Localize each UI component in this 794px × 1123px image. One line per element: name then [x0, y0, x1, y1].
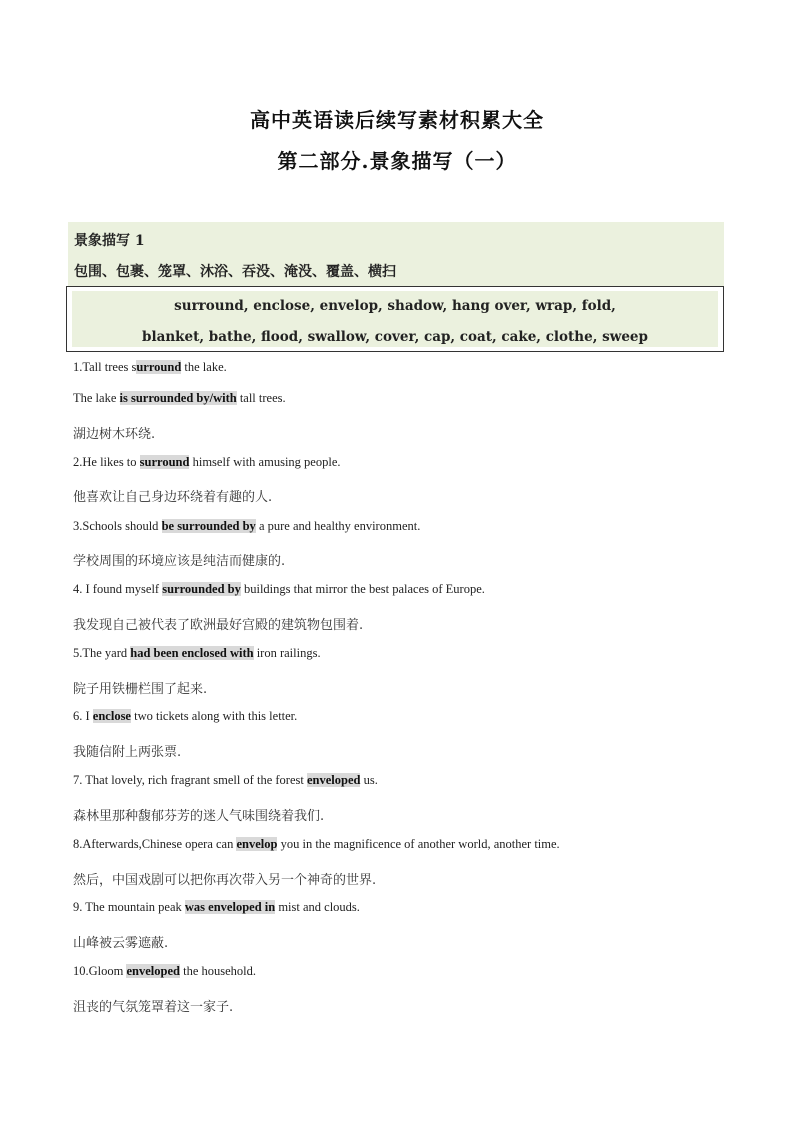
example-line — [73, 837, 560, 852]
section-header-box — [68, 222, 724, 286]
example-line — [73, 709, 297, 724]
line-text: you in the magnificence of another world, another time. — [277, 837, 560, 851]
example-line — [73, 519, 420, 534]
highlight-phrase: surrounded by — [162, 582, 241, 596]
example-line — [73, 455, 341, 470]
highlight-phrase: enclose — [92, 709, 131, 723]
example-line — [73, 391, 286, 406]
highlight-phrase: enveloped — [126, 964, 180, 978]
translation-line: 我发现自己被代表了欧洲最好宫殿的建筑物包围着. — [73, 618, 364, 633]
translation-line: 他喜欢让自己身边环绕着有趣的人. — [73, 490, 273, 505]
translation-line: 湖边树木环绕. — [73, 427, 156, 442]
example-line — [73, 582, 485, 597]
line-text: the lake. — [181, 360, 227, 374]
line-text: 6. I — [73, 709, 93, 723]
example-line — [73, 900, 360, 915]
line-text: 1.Tall trees s — [73, 360, 137, 374]
vocabulary-line-2: blanket, bathe, flood, swallow, cover, cap, coat, cake, clothe, sweep — [142, 329, 648, 345]
line-text: us. — [360, 773, 378, 787]
line-text: the household. — [179, 964, 257, 978]
line-text: mist and clouds. — [275, 900, 360, 914]
line-text: two tickets along with this letter. — [130, 709, 298, 723]
line-text: 5.The yard — [73, 646, 131, 660]
example-line — [73, 773, 378, 788]
line-text: 7. That lovely, rich fragrant smell of the forest — [73, 773, 307, 787]
highlight-phrase: was enveloped in — [184, 900, 276, 914]
highlight-phrase: had been enclosed with — [130, 646, 254, 660]
highlight-phrase: surround — [139, 455, 190, 469]
vocabulary-box — [66, 286, 724, 352]
example-line — [73, 646, 321, 661]
example-line — [73, 964, 256, 979]
line-text: buildings that mirror the best palaces of Europe. — [240, 582, 485, 596]
example-line — [73, 360, 227, 375]
translation-line: 我随信附上两张票. — [73, 745, 182, 760]
translation-line: 然后，中国戏剧可以把你再次带入另一个神奇的世界. — [73, 873, 377, 888]
line-text: tall trees. — [236, 391, 286, 405]
line-text: iron railings. — [253, 646, 321, 660]
translation-line: 学校周围的环境应该是纯洁而健康的. — [73, 554, 286, 569]
line-text: a pure and healthy environment. — [255, 519, 421, 533]
section-heading: 景象描写 1 — [74, 233, 145, 249]
line-text: 4. I found myself — [73, 582, 163, 596]
line-text: The lake — [73, 391, 120, 405]
line-text: 9. The mountain peak — [73, 900, 185, 914]
vocabulary-box-fill — [72, 291, 718, 347]
line-text: 2.He likes to — [73, 455, 140, 469]
highlight-phrase: be surrounded by — [161, 519, 256, 533]
line-text: 10.Gloom — [73, 964, 127, 978]
document-subtitle: 第二部分.景象描写（一） — [277, 149, 517, 173]
section-keywords-cn: 包围、包裹、笼罩、沐浴、吞没、淹没、覆盖、横扫 — [74, 264, 396, 280]
vocabulary-line-1: surround, enclose, envelop, shadow, hang over, wrap, fold, — [174, 298, 616, 314]
line-text: 8.Afterwards,Chinese opera can — [73, 837, 237, 851]
highlight-phrase: is surrounded by/with — [119, 391, 237, 405]
translation-line: 森林里那种馥郁芬芳的迷人气味围绕着我们. — [73, 809, 325, 824]
document-title: 高中英语读后续写素材积累大全 — [250, 108, 544, 132]
line-text: himself with amusing people. — [189, 455, 341, 469]
highlight-phrase: envelop — [236, 837, 278, 851]
highlight-phrase: urround — [136, 360, 182, 374]
line-text: 3.Schools should — [73, 519, 162, 533]
highlight-phrase: enveloped — [306, 773, 361, 787]
translation-line: 院子用铁栅栏围了起来. — [73, 682, 208, 697]
translation-line: 沮丧的气氛笼罩着这一家子. — [73, 1000, 234, 1015]
translation-line: 山峰被云雾遮蔽. — [73, 936, 169, 951]
